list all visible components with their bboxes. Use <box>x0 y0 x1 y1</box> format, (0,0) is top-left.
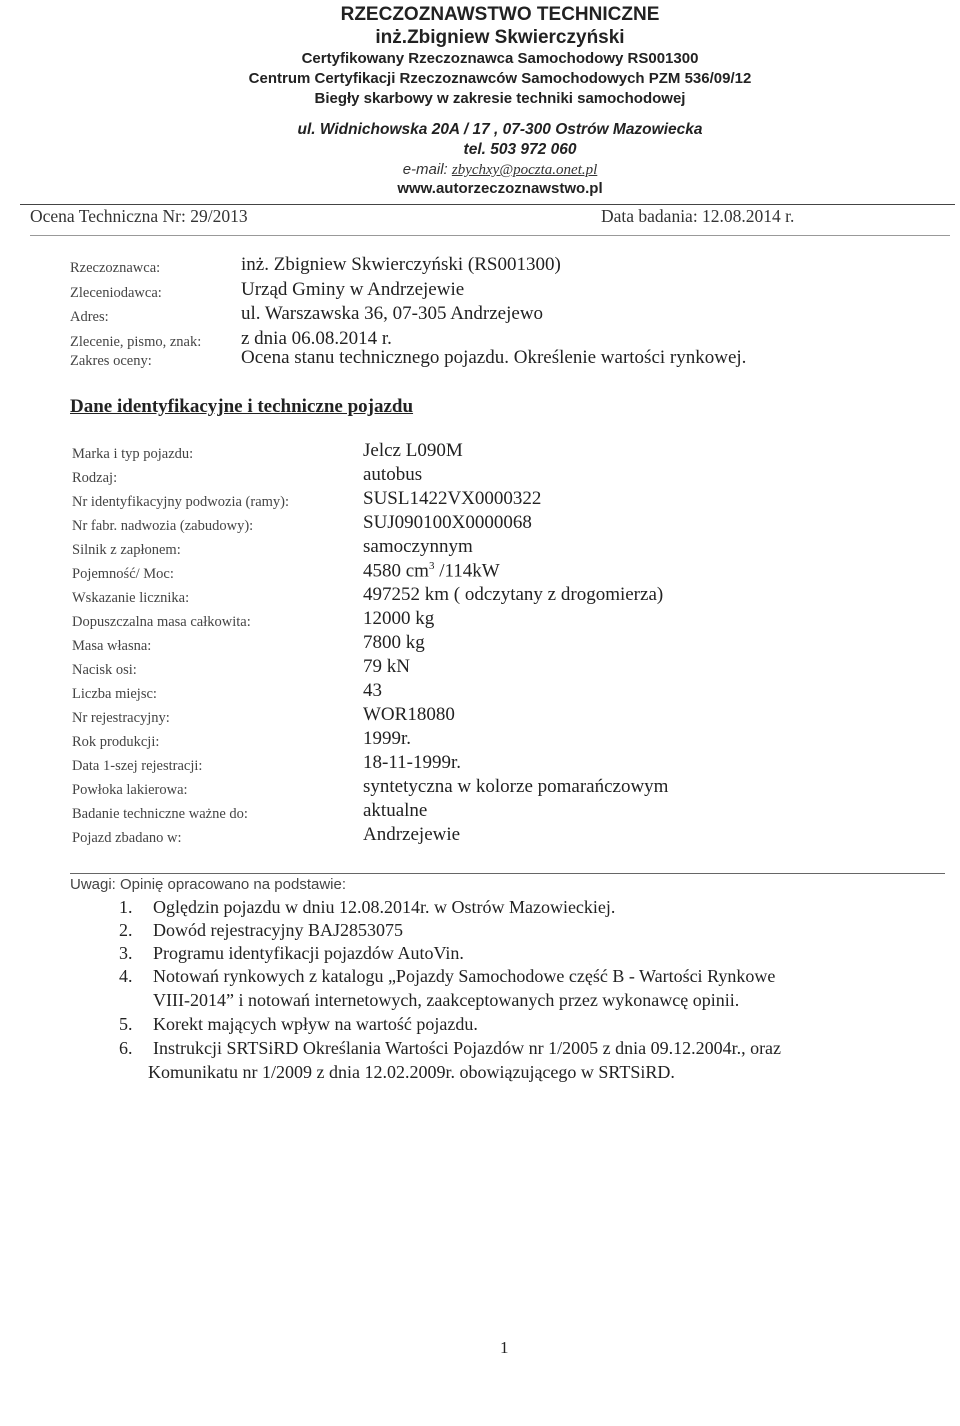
note-text: Korekt mających wpływ na wartość pojazdu. <box>153 1014 478 1034</box>
report-divider <box>30 235 950 236</box>
vehicle-value: 12000 kg <box>363 608 435 629</box>
vehicle-label: Nr fabr. nadwozia (zabudowy): <box>72 518 254 534</box>
vehicle-value: Jelcz L090M <box>363 440 463 461</box>
section-title: Dane identyfikacyjne i techniczne pojazdu <box>70 396 414 417</box>
email-label: e-mail: <box>402 161 448 178</box>
note-number: 5. <box>119 1014 133 1034</box>
note-number: 3. <box>119 943 133 963</box>
note-text: Oględzin pojazdu w dniu 12.08.2014r. w Ostrów Mazowieckiej. <box>153 897 616 917</box>
vehicle-label: Masa własna: <box>72 638 152 654</box>
vehicle-value: 43 <box>363 680 382 701</box>
vehicle-label: Badanie techniczne ważne do: <box>72 806 248 822</box>
vehicle-value: WOR18080 <box>363 704 455 725</box>
info-value: z dnia 06.08.2014 r. <box>241 328 392 349</box>
vehicle-label: Marka i typ pojazdu: <box>72 446 194 462</box>
info-label: Zakres oceny: <box>70 353 152 369</box>
info-label: Adres: <box>70 309 109 325</box>
certification-line: Certyfikowany Rzeczoznawca Samochodowy RS001300 <box>301 50 699 67</box>
vehicle-label: Silnik z zapłonem: <box>72 542 181 558</box>
vehicle-value: aktualne <box>363 800 428 821</box>
company-email <box>0 161 960 179</box>
vehicle-value: Andrzejewie <box>363 824 461 845</box>
note-number: 6. <box>119 1038 133 1058</box>
vehicle-value: SUJ090100X0000068 <box>363 512 532 533</box>
power-value: /114kW <box>434 560 500 582</box>
vehicle-value <box>363 560 500 582</box>
notes-heading: Uwagi: Opinię opracowano na podstawie: <box>70 876 346 893</box>
inspection-date: Data badania: 12.08.2014 r. <box>601 206 795 226</box>
email-link[interactable]: zbychxy@poczta.onet.pl <box>451 162 598 178</box>
vehicle-label: Powłoka lakierowa: <box>72 782 188 798</box>
vehicle-value: syntetyczna w kolorze pomarańczowym <box>363 776 669 797</box>
info-label: Zlecenie, pismo, znak: <box>70 334 202 350</box>
company-name: RZECZOZNAWSTWO TECHNICZNE <box>340 4 660 25</box>
note-number: 1. <box>119 897 133 917</box>
company-phone: tel. 503 972 060 <box>463 141 577 158</box>
report-number: Ocena Techniczna Nr: 29/2013 <box>30 206 248 226</box>
note-number: 4. <box>119 966 133 986</box>
vehicle-value: 1999r. <box>363 728 412 749</box>
vehicle-label: Pojemność/ Moc: <box>72 566 174 582</box>
vehicle-value: 497252 km ( odczytany z drogomierza) <box>363 584 664 605</box>
note-text: VIII-2014” i notowań internetowych, zaakceptowanych przez wykonawcę opinii. <box>153 990 740 1010</box>
vehicle-label: Wskazanie licznika: <box>72 590 190 606</box>
info-label: Rzeczoznawca: <box>70 260 161 276</box>
info-value: ul. Warszawska 36, 07-305 Andrzejewo <box>241 303 544 324</box>
header-divider <box>20 204 955 205</box>
vehicle-label: Pojazd zbadano w: <box>72 830 182 846</box>
note-text: Instrukcji SRTSiRD Określania Wartości Pojazdów nr 1/2005 z dnia 09.12.2004r., oraz <box>153 1038 782 1058</box>
info-value: Ocena stanu technicznego pojazdu. Określenie wartości rynkowej. <box>241 347 747 368</box>
company-address: ul. Widnichowska 20A / 17 , 07-300 Ostrów Mazowiecka <box>297 121 703 138</box>
vehicle-label: Rok produkcji: <box>72 734 160 750</box>
expert-name: inż.Zbigniew Skwierczyński <box>375 27 625 48</box>
note-text: Programu identyfikacji pojazdów AutoVin. <box>153 943 464 963</box>
vehicle-value: autobus <box>363 464 423 485</box>
vehicle-value: 7800 kg <box>363 632 425 653</box>
vehicle-label: Dopuszczalna masa całkowita: <box>72 614 251 630</box>
certification-center-line: Centrum Certyfikacji Rzeczoznawców Samochodowych PZM 536/09/12 <box>248 70 752 87</box>
vehicle-value: SUSL1422VX0000322 <box>363 488 542 509</box>
company-website[interactable]: www.autorzeczoznawstwo.pl <box>397 180 603 197</box>
info-value: Urząd Gminy w Andrzejewie <box>241 279 465 300</box>
vehicle-label: Nr rejestracyjny: <box>72 710 170 726</box>
vehicle-value: 79 kN <box>363 656 410 677</box>
note-number: 2. <box>119 920 133 940</box>
notes-divider <box>70 873 945 874</box>
vehicle-label: Liczba miejsc: <box>72 686 157 702</box>
note-text: Notowań rynkowych z katalogu „Pojazdy Samochodowe część B - Wartości Rynkowe <box>153 966 776 986</box>
court-expert-line: Biegły skarbowy w zakresie techniki samochodowej <box>314 90 686 107</box>
vehicle-label: Nr identyfikacyjny podwozia (ramy): <box>72 494 290 510</box>
capacity-value: 4580 cm <box>363 560 429 582</box>
vehicle-value: samoczynnym <box>363 536 473 557</box>
vehicle-label: Data 1-szej rejestracji: <box>72 758 203 774</box>
superscript: 3 <box>428 560 435 572</box>
vehicle-label: Rodzaj: <box>72 470 118 486</box>
page-number: 1 <box>500 1338 509 1357</box>
info-value: inż. Zbigniew Skwierczyński (RS001300) <box>241 254 561 275</box>
note-text: Komunikatu nr 1/2009 z dnia 12.02.2009r. obowiązującego w SRTSiRD. <box>148 1062 675 1082</box>
vehicle-value: 18-11-1999r. <box>363 752 461 773</box>
vehicle-label: Nacisk osi: <box>72 662 137 678</box>
note-text: Dowód rejestracyjny BAJ2853075 <box>153 920 403 940</box>
info-label: Zleceniodawca: <box>70 285 162 301</box>
